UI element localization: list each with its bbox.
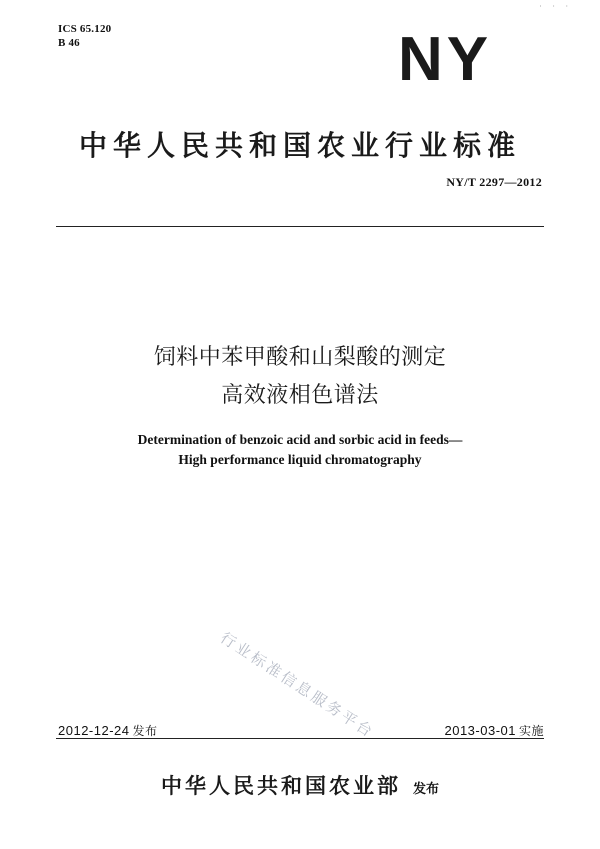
document-title-en-line2: High performance liquid chromatography: [178, 452, 422, 467]
implement-date: 2013-03-01: [444, 723, 516, 738]
watermark: 行业标准信息服务平台: [217, 628, 378, 742]
classification-codes: [58, 22, 111, 50]
standard-number: NY/T 2297—2012: [446, 175, 542, 189]
implement-date-block: [444, 722, 544, 739]
document-title-zh-line2: 高效液相色谱法: [221, 383, 379, 408]
ny-logo: NY: [398, 25, 493, 94]
standard-category-title: 中华人民共和国农业行业标准: [78, 129, 521, 162]
ccs-code: B 46: [58, 37, 80, 49]
issuer-issue-label: 发布: [412, 782, 439, 797]
scan-specks: · · ·: [539, 2, 572, 11]
document-title-en-line1: Determination of benzoic acid and sorbic acid in feeds—: [137, 432, 463, 447]
issuer-name: 中华人民共和国农业部: [160, 774, 401, 798]
document-title-zh-line1: 饲料中苯甲酸和山梨酸的测定: [153, 345, 447, 370]
implement-date-label: 实施: [518, 724, 544, 738]
top-divider: [56, 226, 544, 227]
issue-date-label: 发布: [132, 724, 158, 738]
ics-code: ICS 65.120: [58, 23, 112, 35]
issue-date: 2012-12-24: [58, 723, 130, 738]
issue-date-block: [58, 722, 158, 739]
bottom-divider: [56, 738, 544, 739]
footer-issuer-line: [0, 770, 600, 800]
